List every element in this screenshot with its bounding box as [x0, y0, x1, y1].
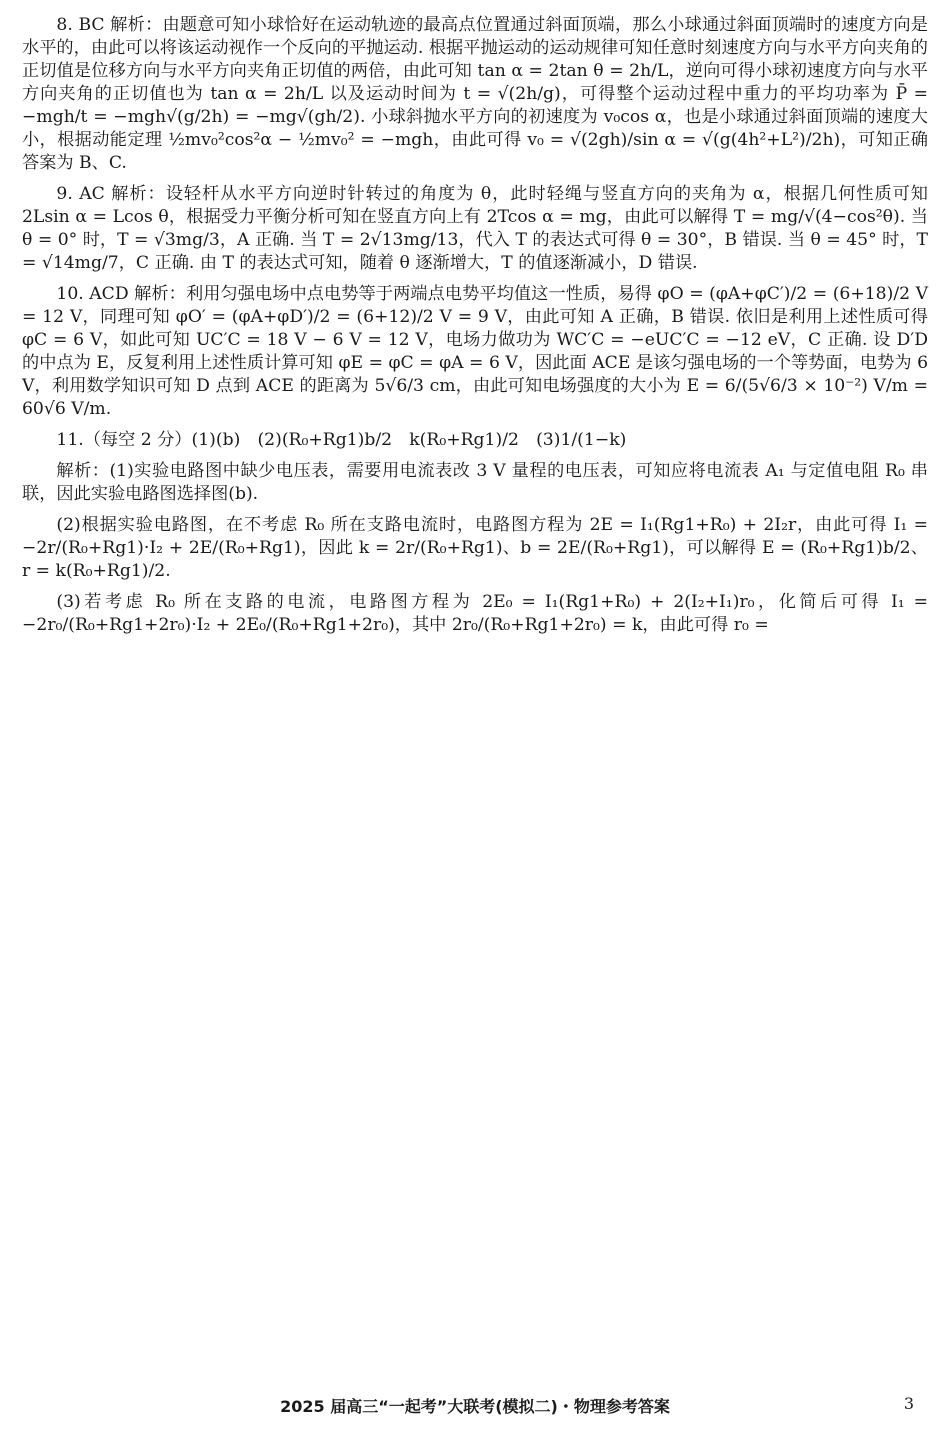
- question-11-answers: 11.（每空 2 分）(1)(b) (2)(R₀+Rg1)b/2 k(R₀+Rg1)/2 (3)1/(1−k): [56, 430, 627, 450]
- question-8-label: 8. BC: [56, 15, 105, 35]
- page-number: 3: [903, 1394, 914, 1413]
- question-10: [22, 283, 928, 421]
- question-11-part-1: 解析：(1)实验电路图中缺少电压表，需要用电流表改 3 V 量程的电压表，可知应将电流表 A₁ 与定值电阻 R₀ 串联，因此实验电路图选择图(b).: [22, 461, 928, 504]
- question-9-text: 解析：设轻杆从水平方向逆时针转过的角度为 θ，此时轻绳与竖直方向的夹角为 α，根据几何性质可知 2Lsin α = Lcos θ，根据受力平衡分析可知在竖直方向上有 2Tcos α = mg，由此可以解得 T = mg/√(4−cos²θ). 当 θ = 0° 时，T = √3mg/3，A 正确. 当 T = 2√13mg/13，代入 T 的表达式可得 θ = 30°，B 错误. 当 θ = 45° 时，T = √14mg/7，C 正确. 由 T 的表达式可知，随着 θ 逐渐增大，T 的值逐渐减小，D 错误.: [22, 184, 928, 273]
- page-footer: [0, 1394, 950, 1424]
- question-10-label: 10. ACD: [56, 284, 129, 304]
- question-9-label: 9. AC: [56, 184, 105, 204]
- question-10-text: 解析：利用匀强电场中点电势等于两端点电势平均值这一性质，易得 φO = (φA+φC′)/2 = (6+18)/2 V = 12 V，同理可知 φO′ = (φA+φD′)/2 = (6+12)/2 V = 9 V，由此可知 A 正确，B 错误. 依旧是利用上述性质可得 φC = 6 V，如此可知 UC′C = 18 V − 6 V = 12 V，电场力做功为 WC′C = −eUC′C = −12 eV，C 正确. 设 D′D 的中点为 E，反复利用上述性质计算可知 φE = φC = φA = 6 V，因此面 ACE 是该匀强电场的一个等势面，电势为 6 V，利用数学知识可知 D 点到 ACE 的距离为 5√6/3 cm，由此可知电场强度的大小为 E = 6/(5√6/3 × 10⁻²) V/m = 60√6 V/m.: [22, 284, 929, 419]
- answer-page: [22, 14, 928, 645]
- question-8: [22, 14, 928, 175]
- question-9: [22, 183, 928, 275]
- question-11-part-2: (2)根据实验电路图，在不考虑 R₀ 所在支路电流时，电路图方程为 2E = I₁(Rg1+R₀) + 2I₂r，由此可得 I₁ = −2r/(R₀+Rg1)·I₂ + 2E/(R₀+Rg1)，因此 k = 2r/(R₀+Rg1)、b = 2E/(R₀+Rg1)，可以解得 E = (R₀+Rg1)b/2、r = k(R₀+Rg1)/2.: [22, 515, 928, 581]
- question-11-part-3: (3)若考虑 R₀ 所在支路的电流，电路图方程为 2E₀ = I₁(Rg1+R₀) + 2(I₂+I₁)r₀，化简后可得 I₁ = −2r₀/(R₀+Rg1+2r₀)·I₂ + 2E₀/(R₀+Rg1+2r₀)，其中 2r₀/(R₀+Rg1+2r₀) = k，由此可得 r₀ =: [22, 592, 928, 635]
- question-8-text: 解析：由题意可知小球恰好在运动轨迹的最高点位置通过斜面顶端，那么小球通过斜面顶端时的速度方向是水平的，由此可以将该运动视作一个反向的平抛运动. 根据平抛运动的运动规律可知任意时刻速度方向与水平方向夹角的正切值是位移方向与水平方向夹角正切值的两倍，由此可知 tan α = 2tan θ = 2h/L，逆向可得小球初速度方向与水平方向夹角的正切值也为 tan α = 2h/L 以及运动时间为 t = √(2h/g)，可得整个运动过程中重力的平均功率为 P̄ = −mgh/t = −mgh√(g/2h) = −mg√(gh/2). 小球斜抛水平方向的初速度为 v₀cos α，也是小球通过斜面顶端的速度大小，根据动能定理 ½mv₀²cos²α − ½mv₀² = −mgh，由此可得 v₀ = √(2gh)/sin α = √(g(4h²+L²)/2h)，可知正确答案为 B、C.: [22, 15, 928, 173]
- footer-title: 2025 届高三“一起考”大联考(模拟二)・物理参考答案: [280, 1397, 670, 1416]
